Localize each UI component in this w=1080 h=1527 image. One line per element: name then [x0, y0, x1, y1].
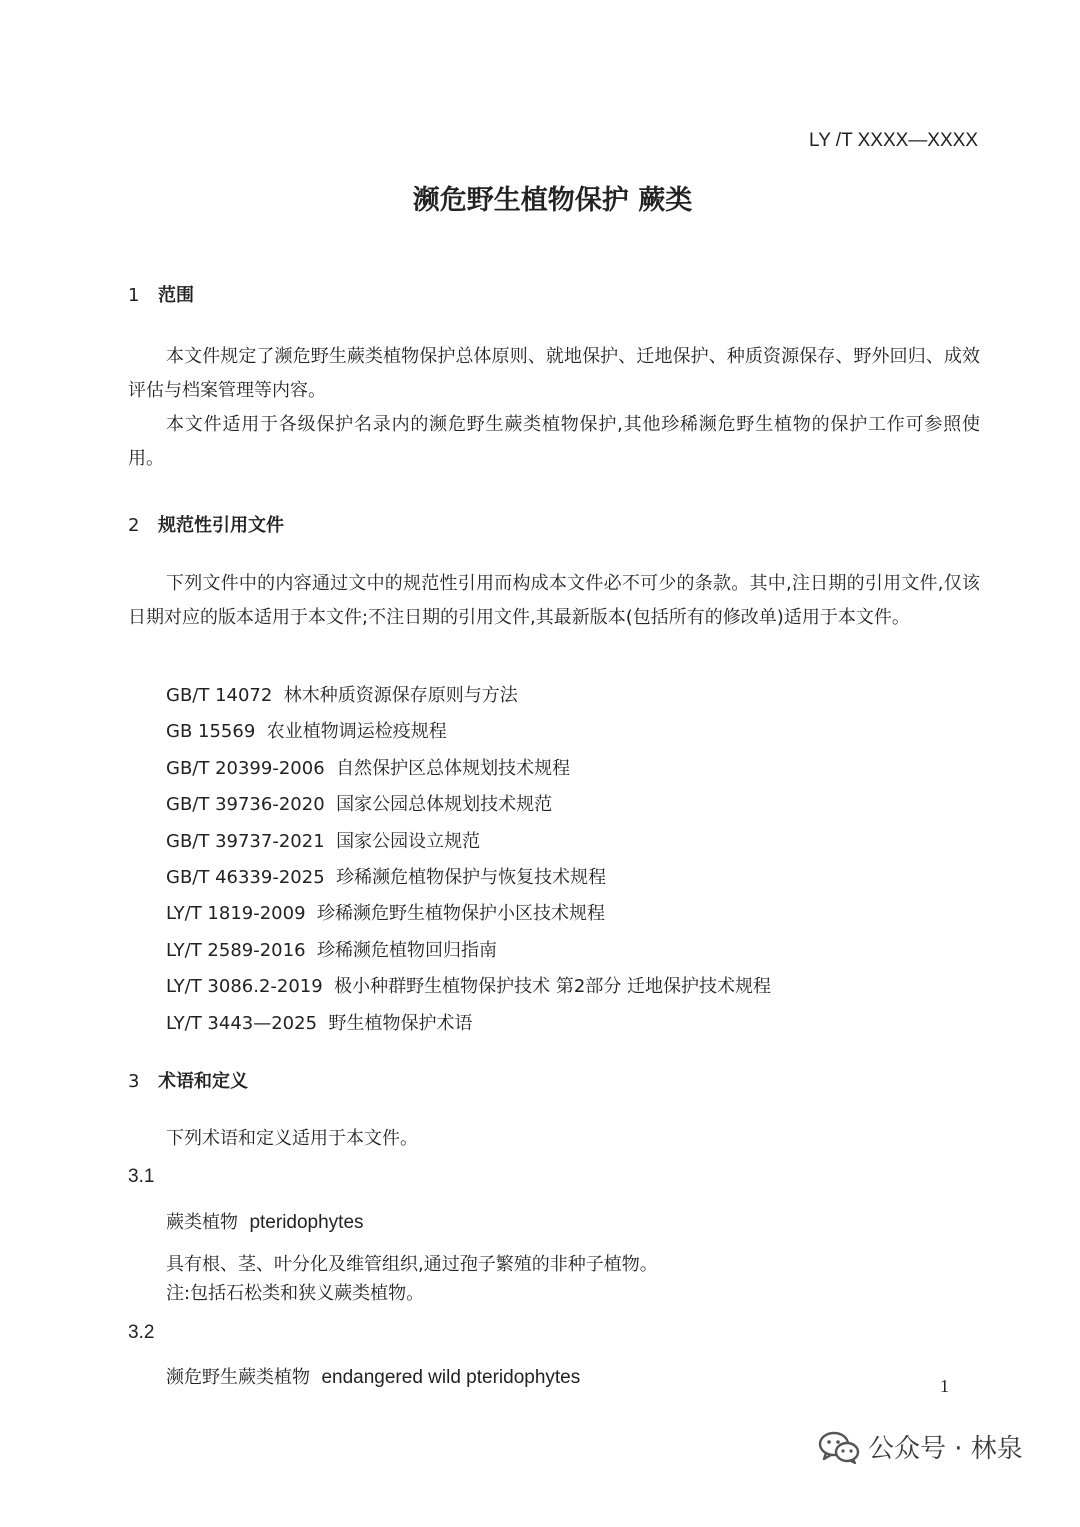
- reference-item: [166, 714, 771, 750]
- reference-title: 农业植物调运检疫规程: [266, 721, 447, 743]
- section-number: 2: [128, 515, 140, 536]
- scope-paragraphs: [128, 340, 980, 476]
- reference-title: 国家公园设立规范: [336, 830, 481, 852]
- reference-code: GB/T 39737-2021: [166, 830, 325, 852]
- paragraph: 本文件适用于各级保护名录内的濒危野生蕨类植物保护,其他珍稀濒危野生植物的保护工作可参照使用。: [128, 414, 980, 469]
- paragraph: 下列文件中的内容通过文中的规范性引用而构成本文件必不可少的条款。其中,注日期的引用文件,仅该日期对应的版本适用于本文件;不注日期的引用文件,其最新版本(包括所有的修改单)适用于本文件。: [128, 573, 980, 628]
- reference-item: [166, 860, 771, 896]
- page-number: 1: [940, 1376, 949, 1396]
- watermark: [818, 1428, 1023, 1465]
- reference-title: 野生植物保护术语: [328, 1012, 473, 1034]
- term-name-en: endangered wild pteridophytes: [321, 1367, 581, 1388]
- reference-code: GB/T 46339-2025: [166, 866, 325, 888]
- reference-item: [166, 896, 771, 932]
- term-name-zh: 蕨类植物: [166, 1212, 238, 1233]
- term-definition: 具有根、茎、叶分化及维管组织,通过孢子繁殖的非种子植物。: [166, 1254, 658, 1275]
- reference-title: 国家公园总体规划技术规范: [336, 794, 553, 816]
- section-number: 1: [128, 285, 140, 306]
- term-name: [166, 1363, 580, 1389]
- reference-list: [166, 678, 771, 1042]
- reference-item: [166, 933, 771, 969]
- term-note: 注:包括石松类和狭义蕨类植物。: [166, 1283, 425, 1304]
- reference-code: GB/T 20399-2006: [166, 757, 325, 779]
- document-code: LY /T XXXX—XXXX: [809, 130, 978, 151]
- wechat-icon: [818, 1430, 860, 1464]
- reference-item: [166, 787, 771, 823]
- section-heading-references: [128, 511, 284, 537]
- term-name: [166, 1208, 364, 1234]
- section-title: 术语和定义: [158, 1071, 248, 1092]
- section-heading-scope: [128, 281, 194, 307]
- reference-code: GB/T 39736-2020: [166, 794, 325, 816]
- section-title: 规范性引用文件: [158, 515, 284, 536]
- section-heading-terms: [128, 1067, 248, 1093]
- term-number: 3.2: [128, 1322, 155, 1343]
- reference-code: LY/T 3086.2-2019: [166, 976, 323, 998]
- section-title: 范围: [158, 285, 194, 306]
- reference-code: LY/T 2589-2016: [166, 939, 306, 961]
- term-name-zh: 濒危野生蕨类植物: [166, 1367, 310, 1388]
- reference-code: GB/T 14072: [166, 685, 273, 706]
- reference-title: 自然保护区总体规划技术规程: [336, 757, 571, 779]
- reference-title: 极小种群野生植物保护技术 第2部分 迁地保护技术规程: [334, 976, 772, 998]
- reference-title: 林木种质资源保存原则与方法: [283, 685, 518, 706]
- reference-item: [166, 678, 771, 714]
- reference-item: [166, 751, 771, 787]
- reference-item: [166, 969, 771, 1005]
- document-title: 濒危野生植物保护 蕨类: [412, 185, 693, 216]
- reference-item: [166, 824, 771, 860]
- watermark-text: 公众号 · 林泉: [868, 1434, 1023, 1464]
- references-intro: [128, 567, 980, 635]
- reference-title: 珍稀濒危植物保护与恢复技术规程: [336, 866, 607, 888]
- reference-item: [166, 1006, 771, 1042]
- term-name-en: pteridophytes: [249, 1212, 364, 1233]
- reference-code: LY/T 1819-2009: [166, 903, 306, 925]
- term-number: 3.1: [128, 1166, 155, 1187]
- reference-code: GB 15569: [166, 721, 256, 743]
- paragraph: 本文件规定了濒危野生蕨类植物保护总体原则、就地保护、迁地保护、种质资源保存、野外回归、成效评估与档案管理等内容。: [128, 346, 980, 401]
- reference-code: LY/T 3443—2025: [166, 1012, 318, 1034]
- reference-title: 珍稀濒危植物回归指南: [316, 939, 497, 961]
- section-number: 3: [128, 1071, 140, 1092]
- reference-title: 珍稀濒危野生植物保护小区技术规程: [316, 903, 605, 925]
- terms-intro: 下列术语和定义适用于本文件。: [166, 1128, 418, 1149]
